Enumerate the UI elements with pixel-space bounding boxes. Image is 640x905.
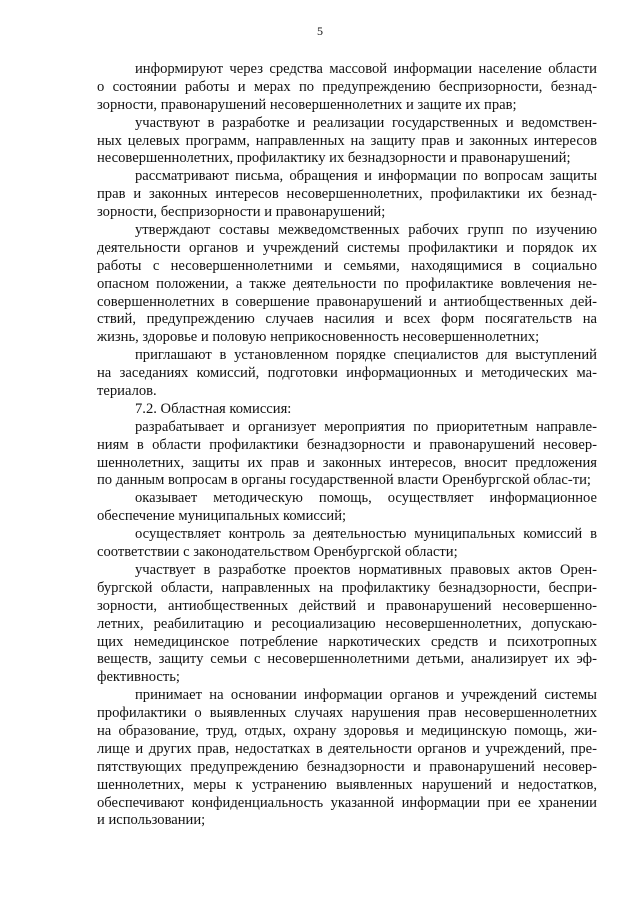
text-line: приглашают в установленном порядке специалистов для выступлений (135, 347, 597, 364)
text-line: зорности, беспризорности и правонарушений; (97, 204, 386, 221)
text-line: информируют через средства массовой информации население области (135, 61, 597, 77)
text-line: зорности, правонарушений несовершеннолетних и защите их прав; (97, 96, 517, 113)
text-line: летних, реабилитацию и ресоциализацию несовершеннолетних, допускаю- (97, 615, 597, 632)
text-line: ных целевых программ, направленных на защиту прав и законных интересов (97, 132, 597, 149)
text-line: териалов. (97, 383, 157, 400)
text-line: 7.2. Областная комиссия: (135, 400, 292, 417)
text-line: участвует в разработке проектов нормативных правовых актов Орен- (135, 561, 597, 578)
text-line: оказывает методическую помощь, осуществляет информационное (135, 490, 597, 507)
text-line: веществ, защиту семьи с несовершеннолетними детьми, анализирует их эф- (97, 651, 597, 668)
text-line: о состоянии работы и мерах по предупреждению беспризорности, безнад- (97, 78, 597, 95)
text-line: шеннолетних, меры к устранению выявленных нарушений и недостатков, (97, 776, 597, 793)
text-line: работы с несовершеннолетними и семьями, находящимися в социально (97, 257, 597, 274)
text-line: обеспечение муниципальных комиссий; (97, 508, 347, 525)
text-line: принимает на основании информации органов и учреждений системы (135, 687, 597, 704)
text-line: обеспечивают конфиденциальность указанной информации при ее хранении (97, 794, 597, 811)
text-line: участвуют в разработке и реализации государственных и ведомствен- (135, 114, 597, 131)
text-line: по данным вопросам в органы государственной власти Оренбургской облас-ти; (97, 472, 591, 489)
text-line: шеннолетних, защиты их прав и законных интересов, вносит предложения (97, 454, 597, 471)
text-line: опасном положении, а также деятельности по профилактике вовлечения не- (97, 275, 597, 292)
text-line: рассматривают письма, обращения и информации по вопросам защиты (135, 168, 597, 185)
text-line: лище и других прав, недостатках в деятельности органов и учреждений, пре- (97, 740, 597, 757)
text-line: бургской области, направленных на профилактику безнадзорности, беспри- (97, 579, 597, 596)
text-line: прав и законных интересов несовершеннолетних, профилактики их безнад- (97, 186, 597, 203)
text-line: разрабатывает и организует мероприятия по приоритетным направле- (135, 418, 597, 435)
text-line: на образование, труд, отдых, охрану здоровья и медицинскую помощь, жи- (97, 722, 597, 739)
text-line: и использовании; (97, 812, 206, 829)
text-line: утверждают составы межведомственных рабочих групп по изучению (135, 222, 597, 239)
document-body (97, 61, 597, 830)
text-line: щих немедицинское потребление наркотических средств и психотропных (97, 633, 597, 650)
text-line: деятельности органов и учреждений системы профилактики и порядок их (97, 239, 597, 256)
text-line: фективность; (97, 669, 180, 686)
text-line: соответствии с законодательством Оренбургской области; (97, 544, 458, 561)
text-line: осуществляет контроль за деятельностью муниципальных комиссий в (135, 526, 597, 543)
text-line: пятствующих предупреждению безнадзорности и правонарушений несовер- (97, 758, 597, 775)
page-number: 5 (317, 24, 323, 38)
text-line: зорности, антиобщественных действий и правонарушений несовершенно- (97, 597, 597, 614)
text-line: профилактики о выявленных случаях нарушения прав несовершеннолетних (97, 705, 597, 722)
text-line: на заседаниях комиссий, подготовки информационных и методических ма- (97, 365, 597, 382)
text-line: жизнь, здоровье и половую неприкосновенность несовершеннолетних; (97, 329, 540, 346)
text-line: ствий, предупреждению случаев насилия и всех форм посягательств на (97, 311, 597, 328)
text-line: совершеннолетних в совершение правонарушений и антиобщественных дей- (97, 293, 597, 310)
text-line: несовершеннолетних, профилактику их безнадзорности и правонарушений; (97, 150, 571, 167)
text-line: ниям в области профилактики безнадзорности и правонарушений несовер- (97, 436, 597, 453)
